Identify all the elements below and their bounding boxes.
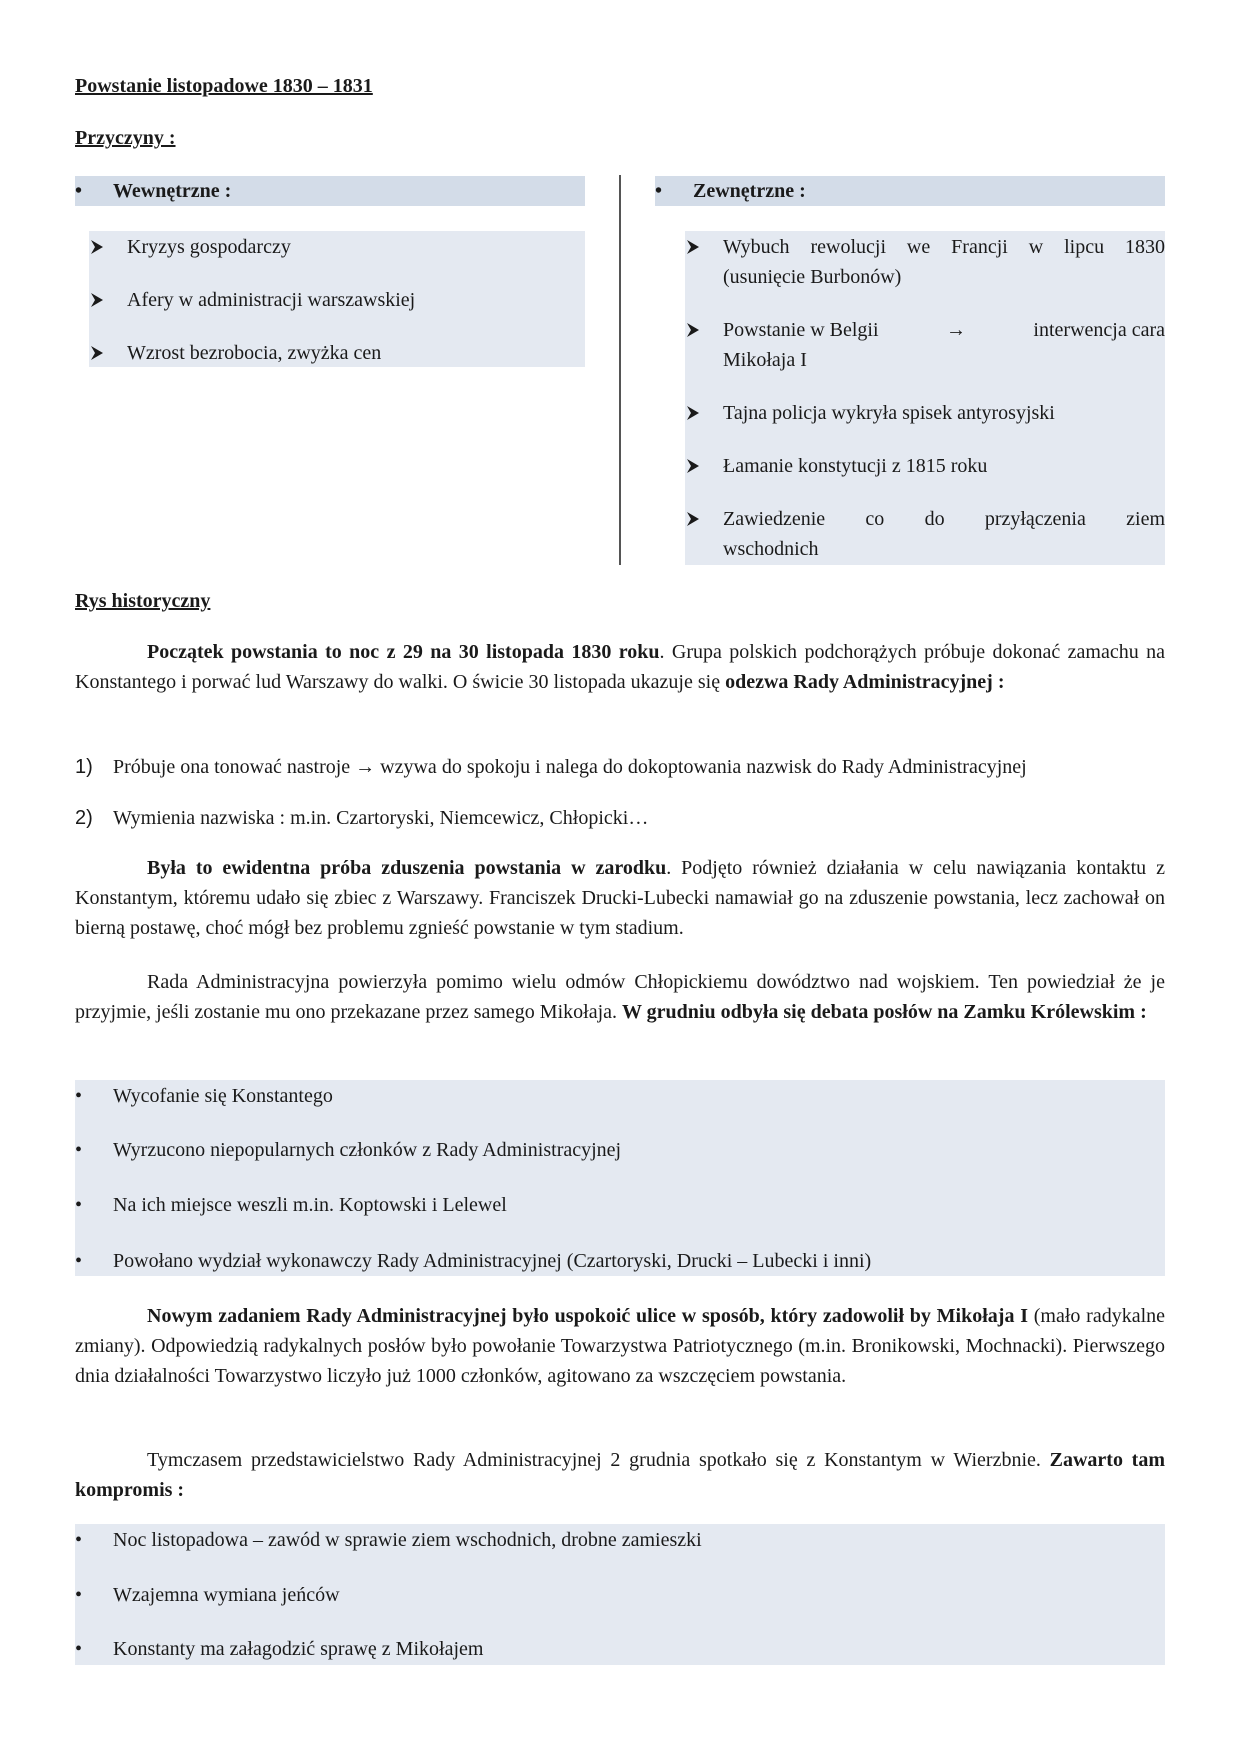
right-arrow-icon: →: [355, 756, 376, 778]
list-item: [685, 232, 1165, 292]
list-item: [685, 504, 1165, 564]
bullet-icon: •: [75, 1250, 83, 1272]
list-item-text: Powstanie w Belgii → interwencja cara: [723, 315, 1165, 345]
history-heading: Rys historyczny: [75, 590, 211, 612]
list-item-text: Kryzys gospodarczy: [127, 236, 291, 258]
list-item-text: Wzrost bezrobocia, zwyżka cen: [127, 342, 382, 364]
arrowhead-bullet-icon: [685, 504, 705, 534]
internal-causes-heading: Wewnętrzne :: [113, 180, 232, 202]
paragraph: Była to ewidentna próba zduszenia powstania w zarodku. Podjęto również działania w celu nawiązania kontaktu z Konstantym, któremu udało się zbiec z Warszawy. Franciszek Drucki-Lubecki namawiał go na zduszenie powstania, lecz zachował on bierną postawę, choć mógł bez problemu zgnieść powstanie w tym stadium.: [75, 857, 1165, 939]
external-causes-heading: Zewnętrzne :: [693, 180, 806, 202]
arrowhead-bullet-icon: [685, 398, 705, 428]
arrowhead-bullet-icon: [685, 451, 705, 481]
list-item-text: Wybuch rewolucji we Francji w lipcu 1830: [723, 236, 1165, 258]
bullet-icon: •: [75, 1584, 83, 1606]
column-divider: [619, 175, 621, 565]
arrowhead-bullet-icon: [685, 232, 705, 262]
bullet-icon: •: [75, 1194, 83, 1216]
paragraph: Nowym zadaniem Rady Administracyjnej było uspokoić ulice w sposób, który zadowolił by Mikołaja I (mało radykalne zmiany). Odpowiedzią radykalnych posłów było powołanie Towarzystwa Patriotycznego (m.in. Bronikowski, Mochnacki). Pierwszego dnia działalności Towarzystwo liczyło już 1000 członków, agitowano za wszczęciem powstania.: [75, 1305, 1166, 1387]
bullet-icon: •: [75, 1638, 83, 1660]
compromise-list: • Noc listopadowa – zawód w sprawie ziem wschodnich, drobne zamieszki • Wzajemna wymiana jeńców • Konstanty ma załagodzić sprawę z Mikołajem: [75, 1524, 1165, 1665]
arrowhead-bullet-icon: [685, 315, 705, 345]
bullet-icon: •: [75, 1529, 83, 1551]
bullet-icon: •: [75, 1085, 83, 1107]
causes-heading: Przyczyny :: [75, 127, 176, 149]
list-item-text: Mikołaja I: [723, 349, 807, 371]
internal-causes-header: [75, 176, 585, 206]
arrowhead-bullet-icon: [89, 285, 109, 315]
arrowhead-bullet-icon: [89, 338, 109, 368]
document-title: Powstanie listopadowe 1830 – 1831: [75, 75, 373, 97]
bullet-icon: •: [75, 180, 83, 202]
list-item-text: wschodnich: [723, 538, 819, 560]
list-item-text: (usunięcie Burbonów): [723, 266, 902, 288]
numbered-item: 2) Wymienia nazwiska : m.in. Czartoryski, Niemcewicz, Chłopicki…: [75, 807, 649, 829]
bullet-icon: •: [75, 1139, 83, 1161]
list-item-text: Łamanie konstytucji z 1815 roku: [723, 455, 988, 477]
debate-results-list: • Wycofanie się Konstantego • Wyrzucono niepopularnych członków z Rady Administracyjnej • Na ich miejsce weszli m.in. Koptowski i Lelewel • Powołano wydział wykonawczy Rady Administracyjnej (Czartoryski, Drucki – Lubecki i inni): [75, 1080, 1165, 1276]
list-item-text: Zawiedzenie co do przyłączenia ziem: [723, 508, 1165, 530]
list-item-text: Tajna policja wykryła spisek antyrosyjski: [723, 402, 1055, 424]
paragraph: Rada Administracyjna powierzyła pomimo wielu odmów Chłopickiemu dowództwo nad wojskiem. Ten powiedział że je przyjmie, jeśli zostanie mu ono przekazane przez samego Mikołaja. W grudniu odbyła się debata posłów na Zamku Królewskim :: [75, 971, 1165, 1023]
numbered-item: 1) Próbuje ona tonować nastroje → wzywa do spokoju i nalega do dokoptowania nazwisk do Rady Administracyjnej: [75, 756, 1027, 778]
list-item-text: Afery w administracji warszawskiej: [127, 289, 416, 311]
right-arrow-icon: →: [945, 319, 966, 341]
paragraph: Początek powstania to noc z 29 na 30 listopada 1830 roku. Grupa polskich podchorążych próbuje dokonać zamachu na Konstantego i porwać lud Warszawy do walki. O świcie 30 listopada ukazuje się odezwa Rady Administracyjnej :: [75, 641, 1165, 693]
arrowhead-bullet-icon: [89, 232, 109, 262]
paragraph: Tymczasem przedstawicielstwo Rady Administracyjnej 2 grudnia spotkało się z Konstantym w Wierzbnie. Zawarto tam kompromis :: [75, 1449, 1166, 1501]
external-causes-header: [655, 176, 1165, 206]
bullet-icon: •: [655, 180, 663, 202]
list-item: [685, 315, 1165, 375]
